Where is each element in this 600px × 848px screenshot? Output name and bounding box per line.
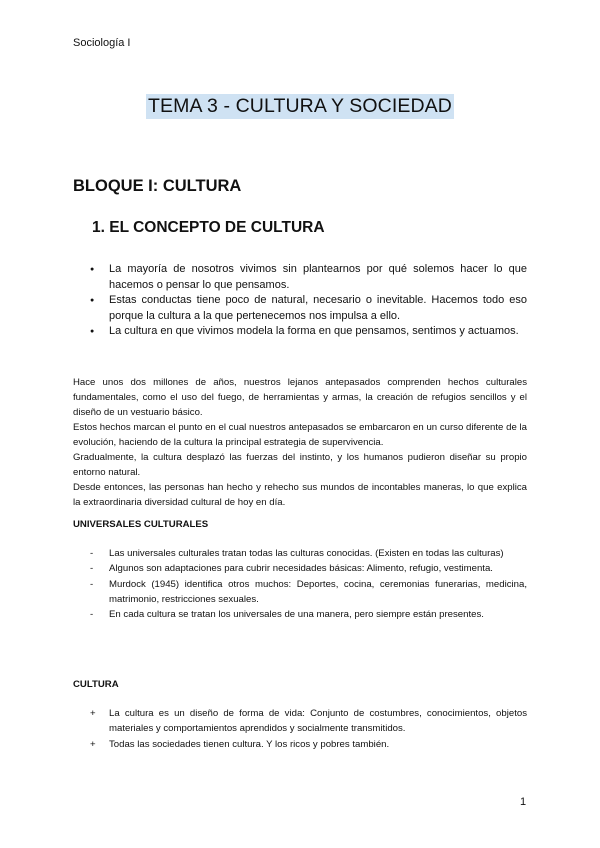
culture-heading: CULTURA (73, 679, 119, 690)
list-item-text: Las universales culturales tratan todas las culturas conocidas. (Existen en todas las culturas) (109, 548, 504, 559)
plus-marker: + (90, 708, 96, 719)
list-item (90, 706, 527, 737)
dash-marker: - (90, 578, 94, 590)
page-number: 1 (520, 796, 527, 808)
paragraph: Desde entonces, las personas han hecho y rehecho sus mundos de incontables maneras, lo que explica la extraordinaria diversidad cultural de hoy en día. (73, 482, 527, 508)
title-container (0, 94, 600, 119)
list-item (90, 577, 527, 608)
list-item-text: Algunos son adaptaciones para cubrir necesidades básicas: Alimento, refugio, vestimenta. (109, 563, 493, 575)
universals-heading: UNIVERSALES CULTURALES (73, 519, 209, 530)
block-heading: BLOQUE I: CULTURA (73, 177, 242, 195)
list-item-text: Murdock (1945) identifica otros muchos: Deportes, cocina, ceremonias funerarias, medicina, matrimonio, restricciones sexuales. (109, 578, 527, 605)
paragraph: Estos hechos marcan el punto en el cual nuestros antepasados se embarcaron en un curso diferente de la evolución, haciendo de la cultura la principal estrategia de supervivencia. (73, 422, 527, 448)
paragraph: Gradualmente, la cultura desplazó las fuerzas del instinto, y los humanos pudieron diseñar su propio entorno natural. (73, 452, 527, 478)
bullet-item: ● La mayoría de nosotros vivimos sin plantearnos por qué solemos hacer lo que hacemos o pensar lo que pensamos. (90, 262, 527, 293)
list-item-text: En cada cultura se tratan los universales de una manera, pero siempre están presentes. (109, 609, 484, 621)
concept-bullet-list (90, 262, 527, 340)
bullet-item: ● La cultura en que vivimos modela la forma en que pensamos, sentimos y actuamos. (90, 324, 527, 340)
culture-list (90, 706, 527, 752)
dash-marker: - (90, 563, 94, 575)
universals-list (90, 546, 527, 622)
bullet-item: ● Estas conductas tiene poco de natural, necesario o inevitable. Hacemos todo eso porque la cultura a la que pertenecemos nos impulsa a ello. (90, 293, 527, 324)
dash-marker: - (90, 609, 94, 621)
list-item (90, 737, 527, 752)
plus-marker: + (90, 738, 96, 750)
paragraph: Hace unos dos millones de años, nuestros lejanos antepasados comprenden hechos culturales fundamentales, como el uso del fuego, de herramientas y armas, la creación de refugios sencillos y el diseño de un vestuario básico. (73, 377, 527, 418)
section-heading: 1. EL CONCEPTO DE CULTURA (92, 219, 325, 236)
document-title: TEMA 3 - CULTURA Y SOCIEDAD (148, 95, 452, 117)
body-paragraphs (73, 375, 527, 510)
list-item (90, 607, 527, 622)
list-item-text: La cultura es un diseño de forma de vida: Conjunto de costumbres, conocimientos, objetos materiales y comportamientos aprendidos y socialmente transmitidos. (109, 708, 527, 735)
list-item (90, 546, 527, 561)
list-item (90, 561, 527, 576)
page-header: Sociología I (73, 37, 131, 49)
dash-marker: - (90, 548, 94, 559)
list-item-text: Todas las sociedades tienen cultura. Y los ricos y pobres también. (109, 738, 390, 750)
